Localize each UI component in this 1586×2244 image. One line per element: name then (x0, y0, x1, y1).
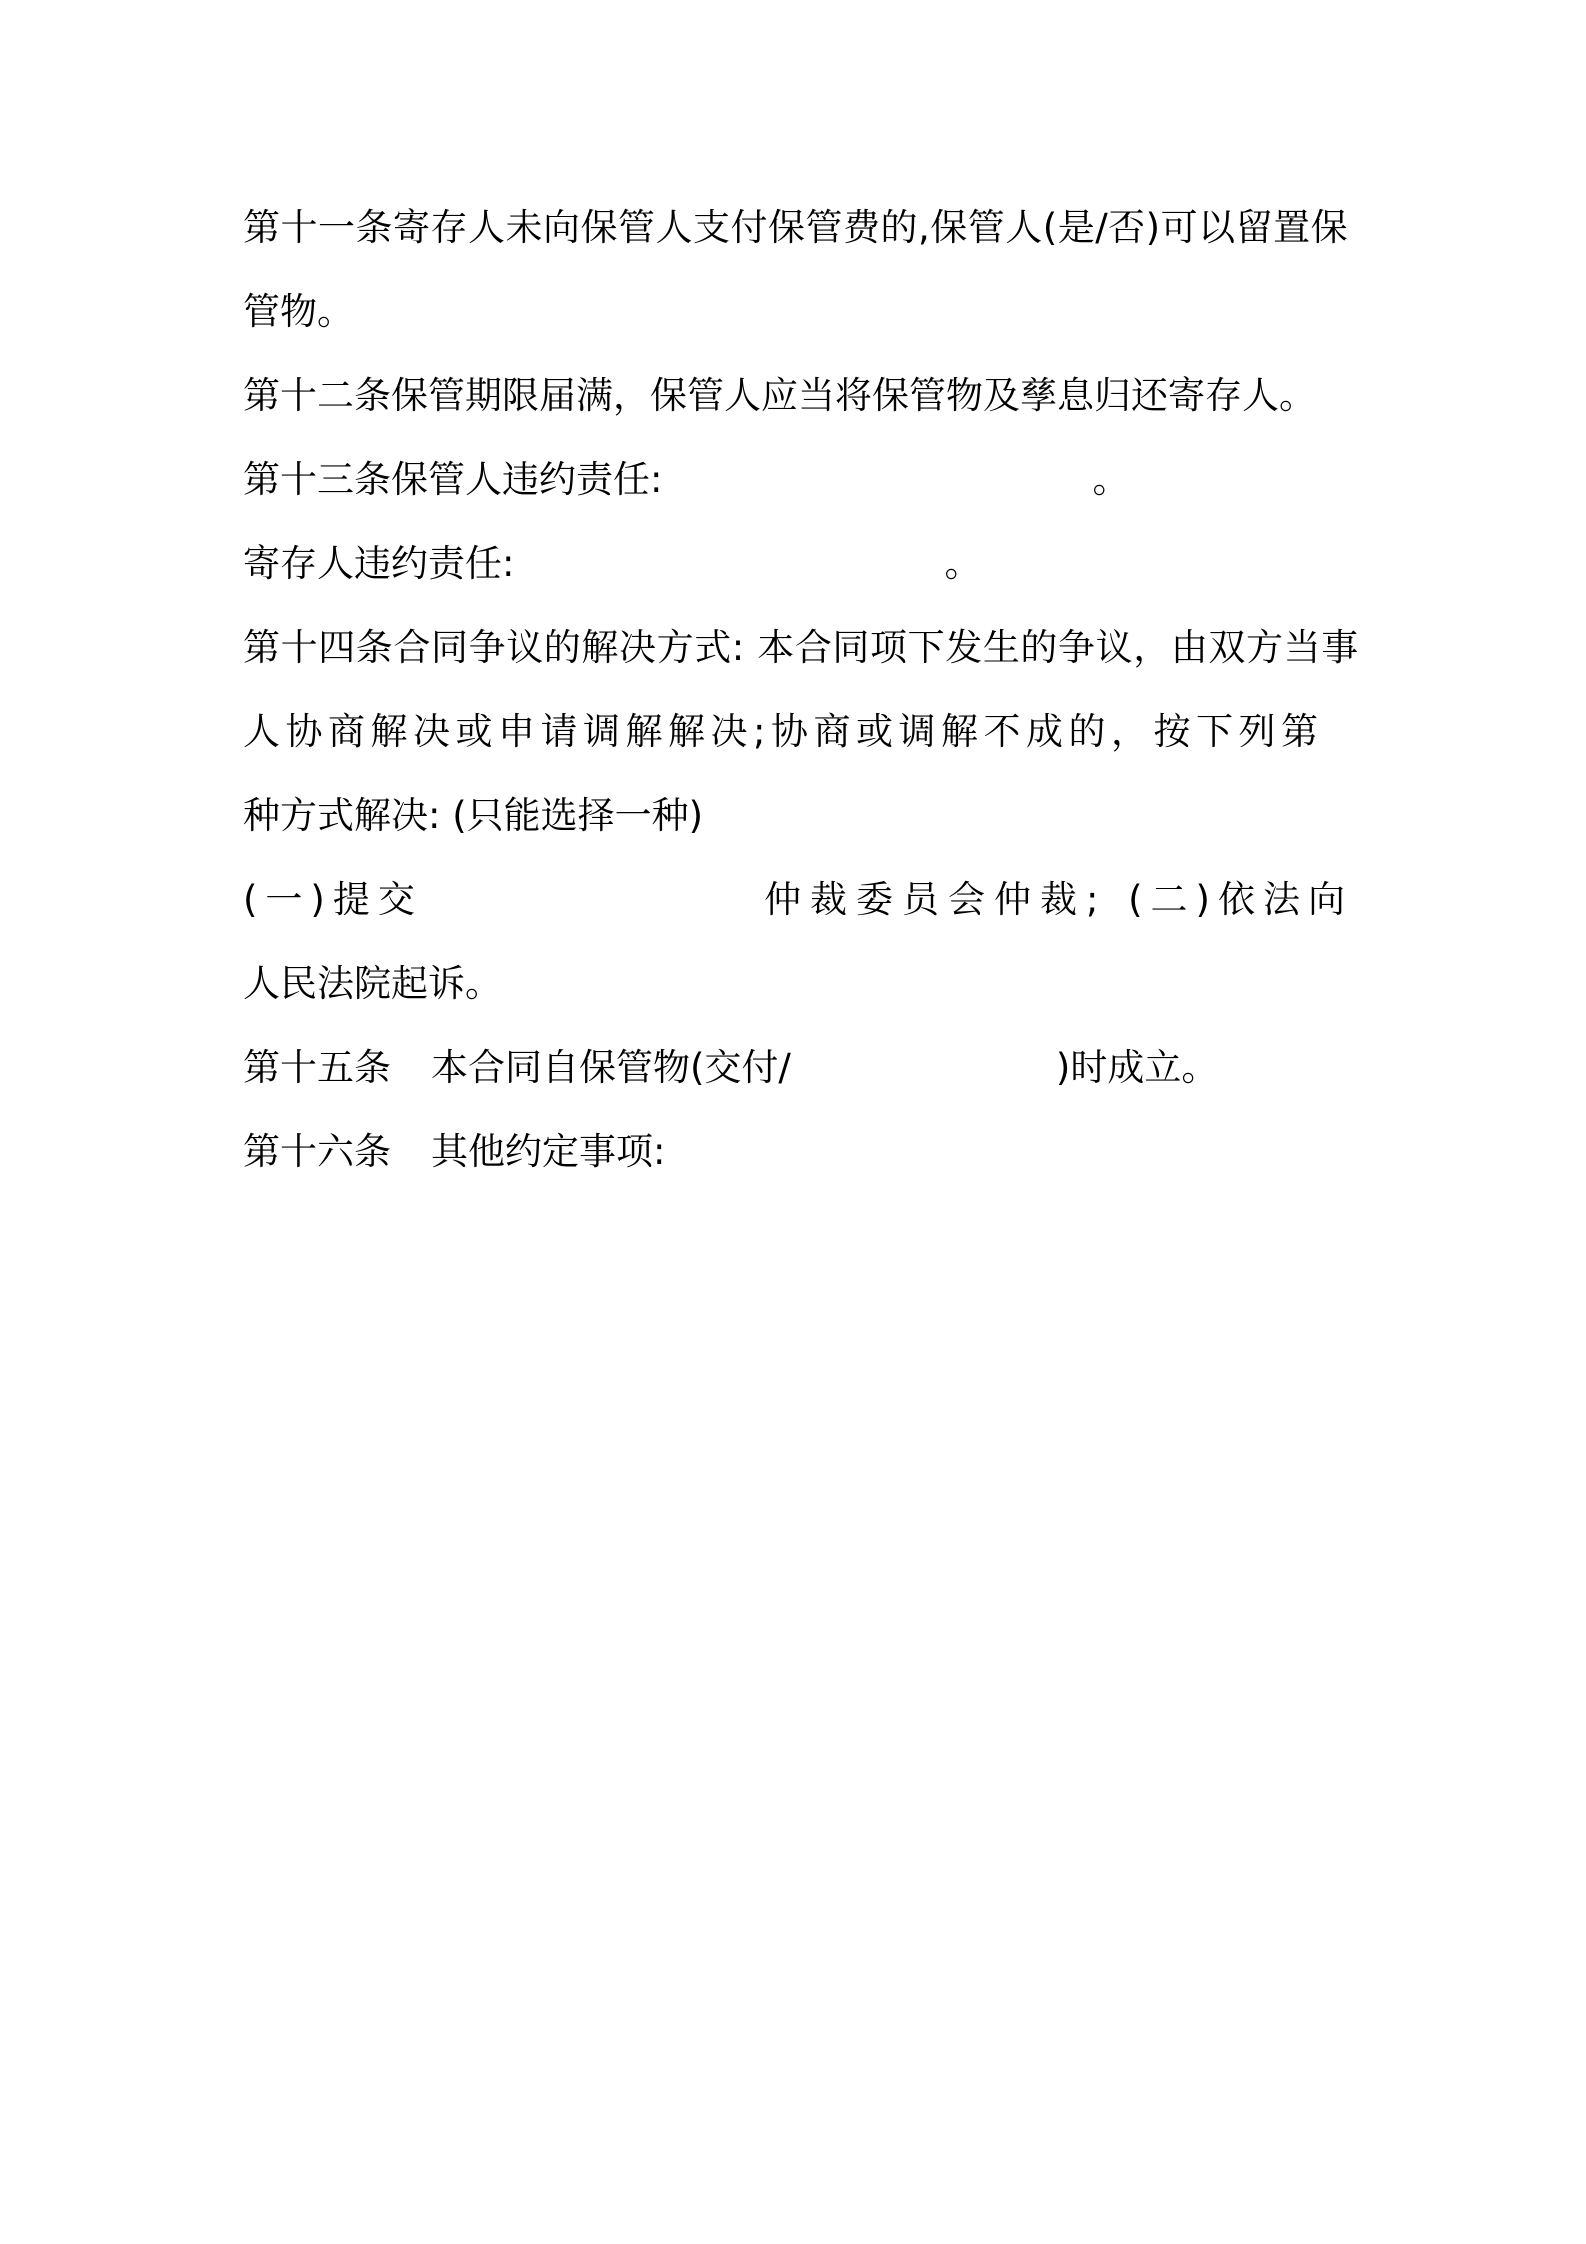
article-14-line-2: 人协商解决或申请调解解决;协商或调解不成的，按下列第 (243, 710, 1324, 753)
option-1-label: (一)提交 (243, 878, 423, 921)
option-1-arbitration: 仲裁委员会仲裁; (764, 878, 1108, 921)
article-15-end: )时成立。 (1055, 1046, 1219, 1089)
article-16-number: 第十六条 (243, 1130, 391, 1173)
article-14-line-1: 第十四条合同争议的解决方式: 本合同项下发生的争议，由双方当事 (243, 626, 1359, 669)
article-12: 第十二条保管期限届满，保管人应当将保管物及孳息归还寄存人。 (243, 374, 1316, 417)
article-15-number: 第十五条 (243, 1046, 391, 1089)
article-11-line-1: 第十一条寄存人未向保管人支付保管费的,保管人(是/否)可以留置保 (243, 206, 1349, 249)
article-13-depositary (243, 450, 1129, 510)
article-14-line-3: 种方式解决: (只能选择一种) (243, 794, 704, 837)
article-13-label: 第十三条保管人违约责任: (243, 458, 663, 501)
article-15 (243, 1038, 1218, 1098)
depositor-liability (243, 534, 981, 594)
article-14-options (243, 870, 1353, 930)
article-11-line-2: 管物。 (243, 290, 354, 333)
article-14-line-5: 人民法院起诉。 (243, 962, 502, 1005)
blank-field (443, 870, 743, 930)
option-2-label: (二)依法向 (1128, 878, 1353, 921)
depositor-liability-label: 寄存人违约责任: (243, 542, 515, 585)
article-16-text: 其他约定事项: (431, 1130, 666, 1173)
article-16 (243, 1122, 665, 1182)
period: 。 (944, 542, 982, 585)
article-15-text: 本合同自保管物(交付/ (431, 1046, 791, 1089)
period: 。 (1092, 458, 1130, 501)
